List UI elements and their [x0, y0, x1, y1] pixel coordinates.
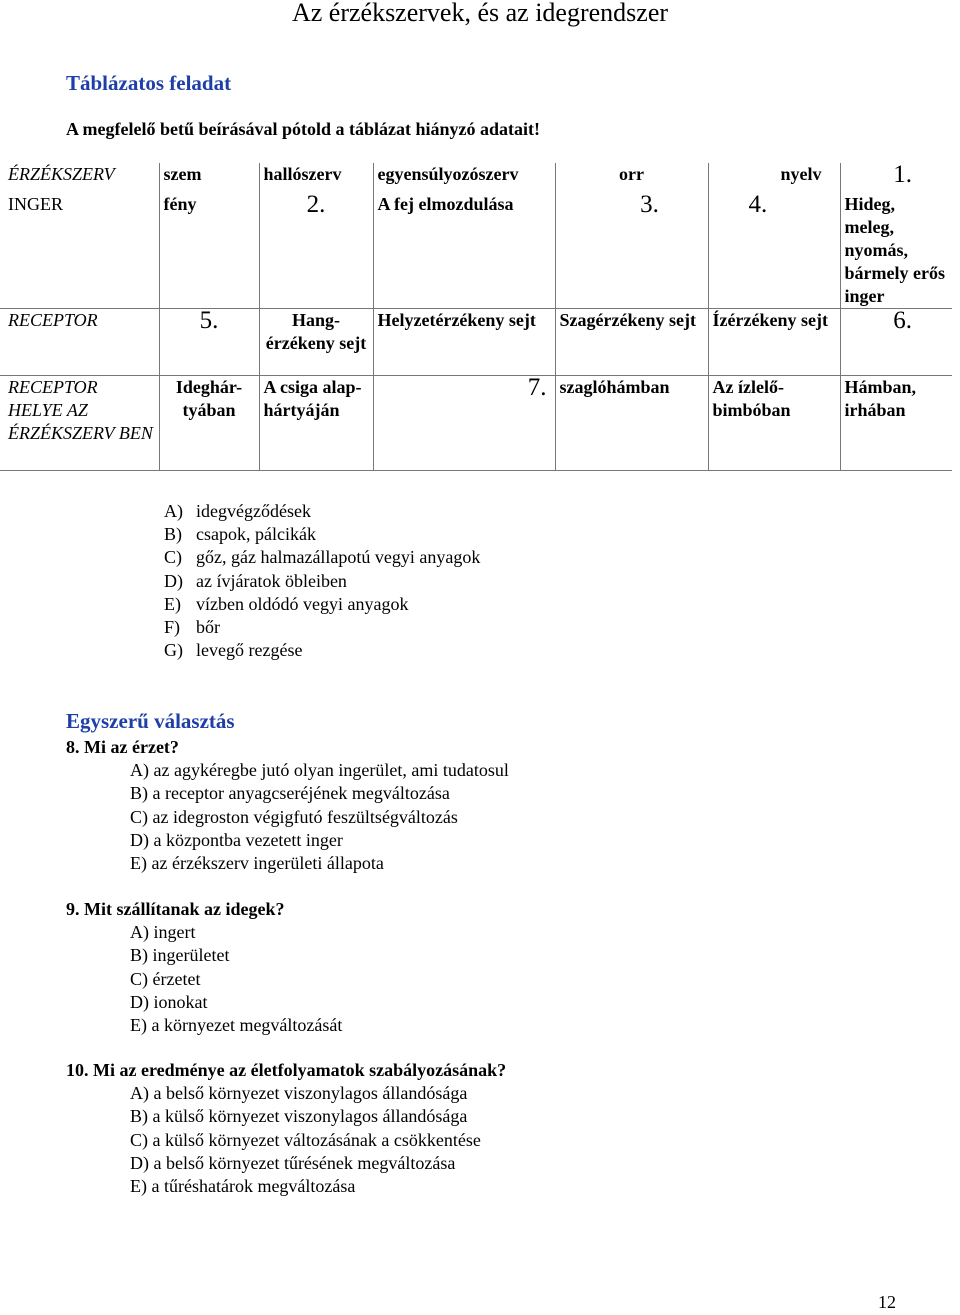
- document-title: Az érzékszervek, és az idegrendszer: [291, 0, 669, 27]
- answer-d: D) a központba vezetett inger: [130, 829, 343, 850]
- question-8: [66, 736, 509, 875]
- answer-c: C) az idegroston végigfutó feszültségváltozás: [130, 806, 458, 827]
- answer-a: A) ingert: [130, 922, 196, 943]
- row-header-inger: INGER: [8, 194, 63, 214]
- cell-fej-elmozdulasa: A fej elmozdulása: [373, 193, 555, 309]
- sense-organ-table: [0, 163, 952, 471]
- option-text: idegvégződések: [196, 501, 311, 521]
- cell-helyzeterzekeny-sejt: Helyzetérzékeny sejt: [373, 309, 555, 376]
- cell-hamban-irhaban: Hámban, irhában: [840, 376, 952, 471]
- option-f: [164, 616, 480, 639]
- multiple-choice-heading: Egyszerű választás: [66, 709, 235, 733]
- cell-halloszerv: hallószerv: [259, 163, 373, 193]
- answer-e: E) az érzékszerv ingerületi állapota: [130, 853, 384, 874]
- cell-szaglohamban: szaglóhámban: [555, 376, 708, 471]
- option-letter: E): [164, 593, 181, 614]
- table-task-instruction: A megfelelő betű beírásával pótold a táblázat hiányzó adatait!: [66, 119, 540, 139]
- row-header-erzekszerv: ÉRZÉKSZERV: [8, 164, 115, 184]
- option-g: [164, 639, 480, 662]
- cell-csiga-alaphartyajan: A csiga alap-hártyáján: [259, 376, 373, 471]
- answer-options-list: [164, 500, 480, 662]
- answer-b: B) a receptor anyagcseréjének megváltozása: [130, 783, 450, 804]
- cell-blank-5: 5.: [159, 309, 259, 376]
- page-number: 12: [878, 1292, 896, 1312]
- option-text: vízben oldódó vegyi anyagok: [196, 593, 409, 614]
- cell-szagerzekeny-sejt: Szagérzékeny sejt: [555, 309, 708, 376]
- cell-blank-6: 6.: [840, 309, 952, 376]
- table-row-erzekszerv: [0, 163, 952, 193]
- cell-hideg-meleg: Hideg, meleg, nyomás, bármely erős inger: [840, 193, 952, 309]
- option-letter: C): [164, 547, 182, 568]
- answer-d: D) ionokat: [130, 991, 208, 1012]
- cell-blank-2: 2.: [259, 193, 373, 309]
- option-a: [164, 500, 480, 523]
- answer-a: A) a belső környezet viszonylagos állandósága: [130, 1083, 468, 1104]
- question-title: 10. Mi az eredménye az életfolyamatok szabályozásának?: [66, 1060, 507, 1080]
- cell-blank-4: 4.: [708, 193, 840, 309]
- cell-hangerzekeny-sejt: Hang-érzékeny sejt: [259, 309, 373, 376]
- option-e: [164, 593, 480, 616]
- option-b: [164, 523, 480, 546]
- cell-orr: orr: [555, 163, 708, 193]
- question-title: 8. Mi az érzet?: [66, 737, 179, 757]
- cell-izlelobimboban: Az ízlelő-bimbóban: [708, 376, 840, 471]
- answer-a: A) az agykéregbe jutó olyan ingerület, ami tudatosul: [130, 760, 509, 781]
- option-letter: D): [164, 570, 183, 591]
- row-header-receptor: RECEPTOR: [0, 309, 159, 376]
- row-header-receptor-helye: RECEPTOR HELYE AZ ÉRZÉKSZERV BEN: [0, 376, 159, 471]
- question-10: [66, 1059, 506, 1198]
- answer-e: E) a tűréshatárok megváltozása: [130, 1176, 356, 1197]
- question-9: [66, 898, 342, 1037]
- cell-szem: szem: [159, 163, 259, 193]
- answer-b: B) a külső környezet viszonylagos állandósága: [130, 1106, 468, 1127]
- cell-ideghartyaban: Ideghár-tyában: [159, 376, 259, 471]
- option-text: gőz, gáz halmazállapotú vegyi anyagok: [196, 547, 481, 568]
- answer-c: C) érzetet: [130, 968, 201, 989]
- answer-e: E) a környezet megváltozását: [130, 1015, 343, 1036]
- table-row-inger: [0, 193, 952, 309]
- cell-blank-1: 1.: [840, 163, 952, 193]
- cell-blank-7: 7.: [373, 376, 555, 471]
- answer-c: C) a külső környezet változásának a csökkentése: [130, 1129, 481, 1150]
- table-row-receptor: [0, 309, 952, 376]
- option-text: az ívjáratok öbleiben: [196, 570, 347, 591]
- table-task-heading: Táblázatos feladat: [66, 71, 232, 95]
- option-c: [164, 546, 480, 569]
- table-row-receptor-helye: [0, 376, 952, 471]
- option-text: csapok, pálcikák: [196, 524, 316, 545]
- option-text: levegő rezgése: [196, 640, 303, 661]
- option-d: [164, 570, 480, 593]
- cell-nyelv: nyelv: [708, 163, 840, 193]
- cell-egyensulyozoszerv: egyensúlyozószerv: [373, 163, 555, 193]
- question-title: 9. Mit szállítanak az idegek?: [66, 899, 285, 919]
- cell-izerzekeny-sejt: Ízérzékeny sejt: [708, 309, 840, 376]
- option-letter: F): [164, 617, 181, 638]
- option-letter: B): [164, 524, 182, 545]
- option-text: bőr: [196, 617, 220, 638]
- answer-d: D) a belső környezet tűrésének megváltozása: [130, 1152, 456, 1173]
- option-letter: A): [164, 501, 183, 521]
- option-letter: G): [164, 640, 183, 661]
- answer-b: B) ingerületet: [130, 945, 230, 966]
- cell-blank-3: 3.: [555, 193, 708, 309]
- cell-feny: fény: [159, 193, 259, 309]
